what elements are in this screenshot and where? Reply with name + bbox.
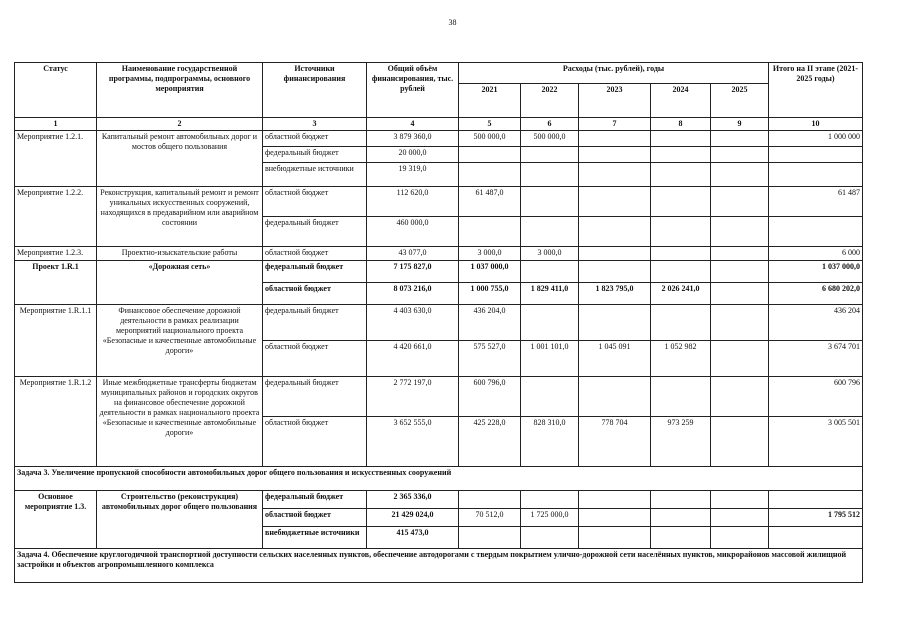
row-name: Реконструкция, капитальный ремонт и ремонт уникальных искусственных сооружений, находящихся в предаварийном или аварийном состоянии: [97, 187, 263, 247]
task-row: [15, 549, 863, 583]
row-2024: [651, 147, 711, 163]
row-2023: [579, 261, 651, 283]
row-stage-total: 1 000 000: [769, 131, 863, 147]
row-2021: 500 000,0: [459, 131, 521, 147]
row-2022: [521, 217, 579, 247]
row-2025: [711, 131, 769, 147]
row-2023: [579, 247, 651, 261]
row-name: Финансовое обеспечение дорожной деятельности в рамках реализации мероприятий национального проекта «Безопасные и качественные автомобильные дороги»: [97, 305, 263, 377]
row-2022: [521, 527, 579, 549]
header-year-2025: 2025: [711, 84, 769, 118]
header-year-2022: 2022: [521, 84, 579, 118]
row-2025: [711, 377, 769, 417]
row-2022: 828 310,0: [521, 417, 579, 467]
row-source: внебюджетные источники: [263, 163, 367, 187]
row-2023: [579, 377, 651, 417]
row-2022: 1 829 411,0: [521, 283, 579, 305]
row-2021: 3 000,0: [459, 247, 521, 261]
row-2025: [711, 247, 769, 261]
row-stage-total: 600 796: [769, 377, 863, 417]
row-stage-total: [769, 163, 863, 187]
row-2021: 1 000 755,0: [459, 283, 521, 305]
row-2022: [521, 187, 579, 217]
row-source: областной бюджет: [263, 283, 367, 305]
row-source: федеральный бюджет: [263, 261, 367, 283]
row-2021: 1 037 000,0: [459, 261, 521, 283]
row-2022: [521, 305, 579, 341]
row-stage-total: 6 000: [769, 247, 863, 261]
row-2023: 778 704: [579, 417, 651, 467]
header-year-2023: 2023: [579, 84, 651, 118]
page-number: 38: [448, 18, 457, 27]
row-2024: [651, 527, 711, 549]
row-2024: [651, 217, 711, 247]
col-number: 5: [459, 118, 521, 131]
row-2024: [651, 491, 711, 509]
header-program: Наименование государственной программы, подпрограммы, основного мероприятия: [97, 63, 263, 118]
row-2023: [579, 131, 651, 147]
header-sources: Источники финансирования: [263, 63, 367, 118]
row-2021: 425 228,0: [459, 417, 521, 467]
table-row: [15, 377, 863, 417]
row-total: 21 429 024,0: [367, 509, 459, 527]
row-2025: [711, 417, 769, 467]
row-source: федеральный бюджет: [263, 217, 367, 247]
header-status: Статус: [15, 63, 97, 118]
row-2024: [651, 163, 711, 187]
row-2021: 70 512,0: [459, 509, 521, 527]
row-2024: [651, 509, 711, 527]
row-2025: [711, 509, 769, 527]
row-2024: [651, 131, 711, 147]
row-name: Строительство (реконструкция) автомобильных дорог общего пользования: [97, 491, 263, 549]
col-number: 3: [263, 118, 367, 131]
header-total: Общий объём финансирования, тыс. рублей: [367, 63, 459, 118]
row-2021: [459, 147, 521, 163]
row-2022: [521, 261, 579, 283]
row-2021: [459, 163, 521, 187]
row-source: областной бюджет: [263, 247, 367, 261]
row-2025: [711, 163, 769, 187]
row-status: Мероприятие 1.2.1.: [15, 131, 97, 187]
row-total: 8 073 216,0: [367, 283, 459, 305]
row-2023: 1 823 795,0: [579, 283, 651, 305]
row-2022: 1 725 000,0: [521, 509, 579, 527]
col-number: 1: [15, 118, 97, 131]
row-status: Проект 1.R.1: [15, 261, 97, 305]
table-row: [15, 261, 863, 283]
table-row: [15, 187, 863, 217]
header-stage-total: Итого на II этапе (2021-2025 годы): [769, 63, 863, 118]
row-2024: 973 259: [651, 417, 711, 467]
row-2023: [579, 147, 651, 163]
row-2024: [651, 261, 711, 283]
row-stage-total: 3 674 701: [769, 341, 863, 377]
row-status: Мероприятие 1.R.1.2: [15, 377, 97, 467]
row-2021: [459, 217, 521, 247]
row-total: 20 000,0: [367, 147, 459, 163]
row-2021: [459, 491, 521, 509]
row-name: «Дорожная сеть»: [97, 261, 263, 305]
row-2025: [711, 341, 769, 377]
col-number: 4: [367, 118, 459, 131]
row-source: федеральный бюджет: [263, 147, 367, 163]
row-2023: [579, 527, 651, 549]
task-3: Задача 3. Увеличение пропускной способности автомобильных дорог общего пользования и искусственных сооружений: [15, 467, 863, 491]
row-source: областной бюджет: [263, 417, 367, 467]
row-name: Капитальный ремонт автомобильных дорог и мостов общего пользования: [97, 131, 263, 187]
row-total: 7 175 827,0: [367, 261, 459, 283]
row-total: 43 077,0: [367, 247, 459, 261]
row-total: 2 365 336,0: [367, 491, 459, 509]
row-2024: [651, 187, 711, 217]
col-number: 2: [97, 118, 263, 131]
row-2022: [521, 491, 579, 509]
column-number-row: [15, 118, 863, 131]
row-total: 415 473,0: [367, 527, 459, 549]
row-total: 112 620,0: [367, 187, 459, 217]
row-stage-total: [769, 491, 863, 509]
row-source: внебюджетные источники: [263, 527, 367, 549]
row-stage-total: [769, 527, 863, 549]
row-source: федеральный бюджет: [263, 377, 367, 417]
table-row: [15, 131, 863, 147]
col-number: 10: [769, 118, 863, 131]
row-2025: [711, 491, 769, 509]
header-expenses: Расходы (тыс. рублей), годы: [459, 63, 769, 84]
row-2022: 1 001 101,0: [521, 341, 579, 377]
table-row: [15, 491, 863, 509]
row-2022: 500 000,0: [521, 131, 579, 147]
col-number: 6: [521, 118, 579, 131]
row-2025: [711, 283, 769, 305]
row-stage-total: 3 005 501: [769, 417, 863, 467]
row-source: федеральный бюджет: [263, 491, 367, 509]
row-source: областной бюджет: [263, 509, 367, 527]
row-2023: [579, 217, 651, 247]
row-source: федеральный бюджет: [263, 305, 367, 341]
row-2025: [711, 147, 769, 163]
row-total: 3 652 555,0: [367, 417, 459, 467]
task-4: Задача 4. Обеспечение круглогодичной транспортной доступности сельских населенных пунктов, обеспечение автодорогами с твердым покрытием улично-дорожной сети населённых пунктов, микрорайонов массовой жилищной застройки и объектов агропромышленного комплекса: [15, 549, 863, 583]
row-total: 460 000,0: [367, 217, 459, 247]
row-total: 19 319,0: [367, 163, 459, 187]
header-row: [15, 63, 863, 84]
row-2023: [579, 187, 651, 217]
row-2022: [521, 377, 579, 417]
row-2024: 1 052 982: [651, 341, 711, 377]
row-stage-total: 6 680 202,0: [769, 283, 863, 305]
row-stage-total: 1 037 000,0: [769, 261, 863, 283]
row-status: Основное мероприятие 1.3.: [15, 491, 97, 549]
row-total: 2 772 197,0: [367, 377, 459, 417]
col-number: 8: [651, 118, 711, 131]
row-stage-total: 436 204: [769, 305, 863, 341]
row-source: областной бюджет: [263, 341, 367, 377]
row-status: Мероприятие 1.R.1.1: [15, 305, 97, 377]
row-source: областной бюджет: [263, 131, 367, 147]
row-2024: [651, 247, 711, 261]
row-2022: 3 000,0: [521, 247, 579, 261]
row-2021: 436 204,0: [459, 305, 521, 341]
row-2025: [711, 217, 769, 247]
row-total: 4 403 630,0: [367, 305, 459, 341]
col-number: 9: [711, 118, 769, 131]
row-stage-total: 61 487: [769, 187, 863, 217]
row-source: областной бюджет: [263, 187, 367, 217]
row-2021: [459, 527, 521, 549]
row-2022: [521, 147, 579, 163]
row-2023: [579, 509, 651, 527]
row-2023: [579, 163, 651, 187]
row-2024: [651, 305, 711, 341]
row-2024: [651, 377, 711, 417]
row-2021: 575 527,0: [459, 341, 521, 377]
row-name: Проектно-изыскательские работы: [97, 247, 263, 261]
row-stage-total: 1 795 512: [769, 509, 863, 527]
col-number: 7: [579, 118, 651, 131]
task-row: [15, 467, 863, 491]
row-2022: [521, 163, 579, 187]
row-2024: 2 026 241,0: [651, 283, 711, 305]
row-status: Мероприятие 1.2.2.: [15, 187, 97, 247]
row-2023: 1 045 091: [579, 341, 651, 377]
row-2025: [711, 305, 769, 341]
table-row: [15, 305, 863, 341]
row-total: 4 420 661,0: [367, 341, 459, 377]
row-2025: [711, 187, 769, 217]
row-stage-total: [769, 147, 863, 163]
financing-table: [14, 62, 863, 583]
row-2025: [711, 527, 769, 549]
row-status: Мероприятие 1.2.3.: [15, 247, 97, 261]
row-2023: [579, 305, 651, 341]
row-total: 3 879 360,0: [367, 131, 459, 147]
row-2025: [711, 261, 769, 283]
header-year-2024: 2024: [651, 84, 711, 118]
row-2021: 61 487,0: [459, 187, 521, 217]
row-name: Иные межбюджетные трансферты бюджетам муниципальных районов и городских округов на финансовое обеспечение дорожной деятельности в рамках национального проекта «Безопасные и качественные автомобильные дороги»: [97, 377, 263, 467]
row-2021: 600 796,0: [459, 377, 521, 417]
table-row: [15, 247, 863, 261]
header-year-2021: 2021: [459, 84, 521, 118]
row-stage-total: [769, 217, 863, 247]
row-2023: [579, 491, 651, 509]
